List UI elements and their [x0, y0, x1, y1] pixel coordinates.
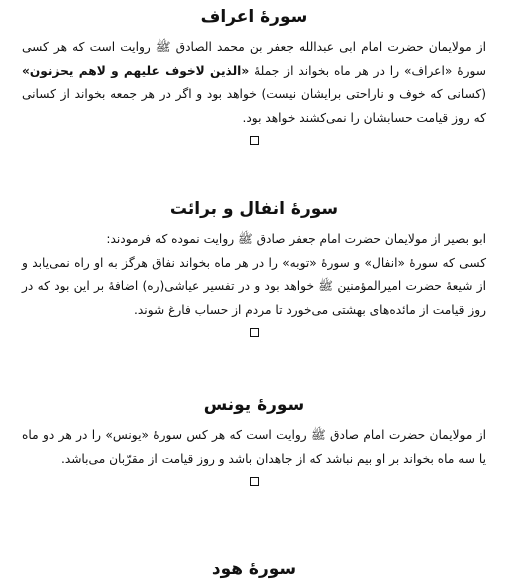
- section-title-yunus: سورهٔ یونس: [203, 395, 305, 415]
- section-body-yunus: [22, 424, 486, 471]
- section-hud: [22, 556, 486, 582]
- section-end-square-icon: [250, 136, 259, 145]
- section-anfal-baraat: [22, 196, 486, 337]
- section-araf: [22, 4, 486, 145]
- section-title-hud: سورهٔ هود: [211, 559, 297, 579]
- section-end-square-icon: [250, 328, 259, 337]
- section-body-araf: [22, 36, 486, 130]
- section-end-square-icon: [250, 477, 259, 486]
- paragraph-anfal-intro: ابو بصیر از مولایمان حضرت امام جعفر صادق ﷺ روایت نموده که فرمودند:: [106, 232, 486, 246]
- araf-text-end: (کسانی که خوف و ناراحتی برایشان نیست) خواهد بود و اگر در هر جمعه بخواند از کسانی که روز قیامت حسابشان را نمی‌کشند خواهد بود.: [22, 87, 486, 125]
- section-yunus: [22, 392, 486, 486]
- paragraph-araf: [22, 36, 486, 130]
- section-body-anfal-baraat: [22, 228, 486, 322]
- paragraph-yunus: از مولایمان حضرت امام صادق ﷺ روایت است که هر کس سورهٔ «یونس» را در هر دو ماه یا سه ماه بخواند بر او بیم نباشد که از جاهدان باشد و روز قیامت از مقرّبان می‌باشد.: [22, 428, 486, 466]
- araf-text-start: از مولایمان حضرت امام ابی عبدالله جعفر بن محمد الصادق ﷺ روایت است که هر کسی سورهٔ «اعراف» را در هر ماه بخواند از جملهٔ: [22, 40, 486, 78]
- araf-quran-quote: «الذین لاخوف علیهم و لاهم یحزنون»: [22, 63, 250, 78]
- paragraph-anfal-body: کسی که سورهٔ «انفال» و سورهٔ «توبه» را در هر ماه بخواند نفاق هرگز به او راه نمی‌یابد و از شیعهٔ حضرت امیرالمؤمنین ﷺ خواهد بود و در تفسیر عیاشی(ره) اضافهٔ بر این بود که در روز قیامت از مائده‌های بهشتی می‌خورد تا مردم از حساب فارغ شوند.: [22, 255, 486, 317]
- section-title-araf: سورهٔ اعراف: [200, 7, 308, 27]
- section-title-anfal-baraat: سورهٔ انفال و برائت: [169, 199, 339, 219]
